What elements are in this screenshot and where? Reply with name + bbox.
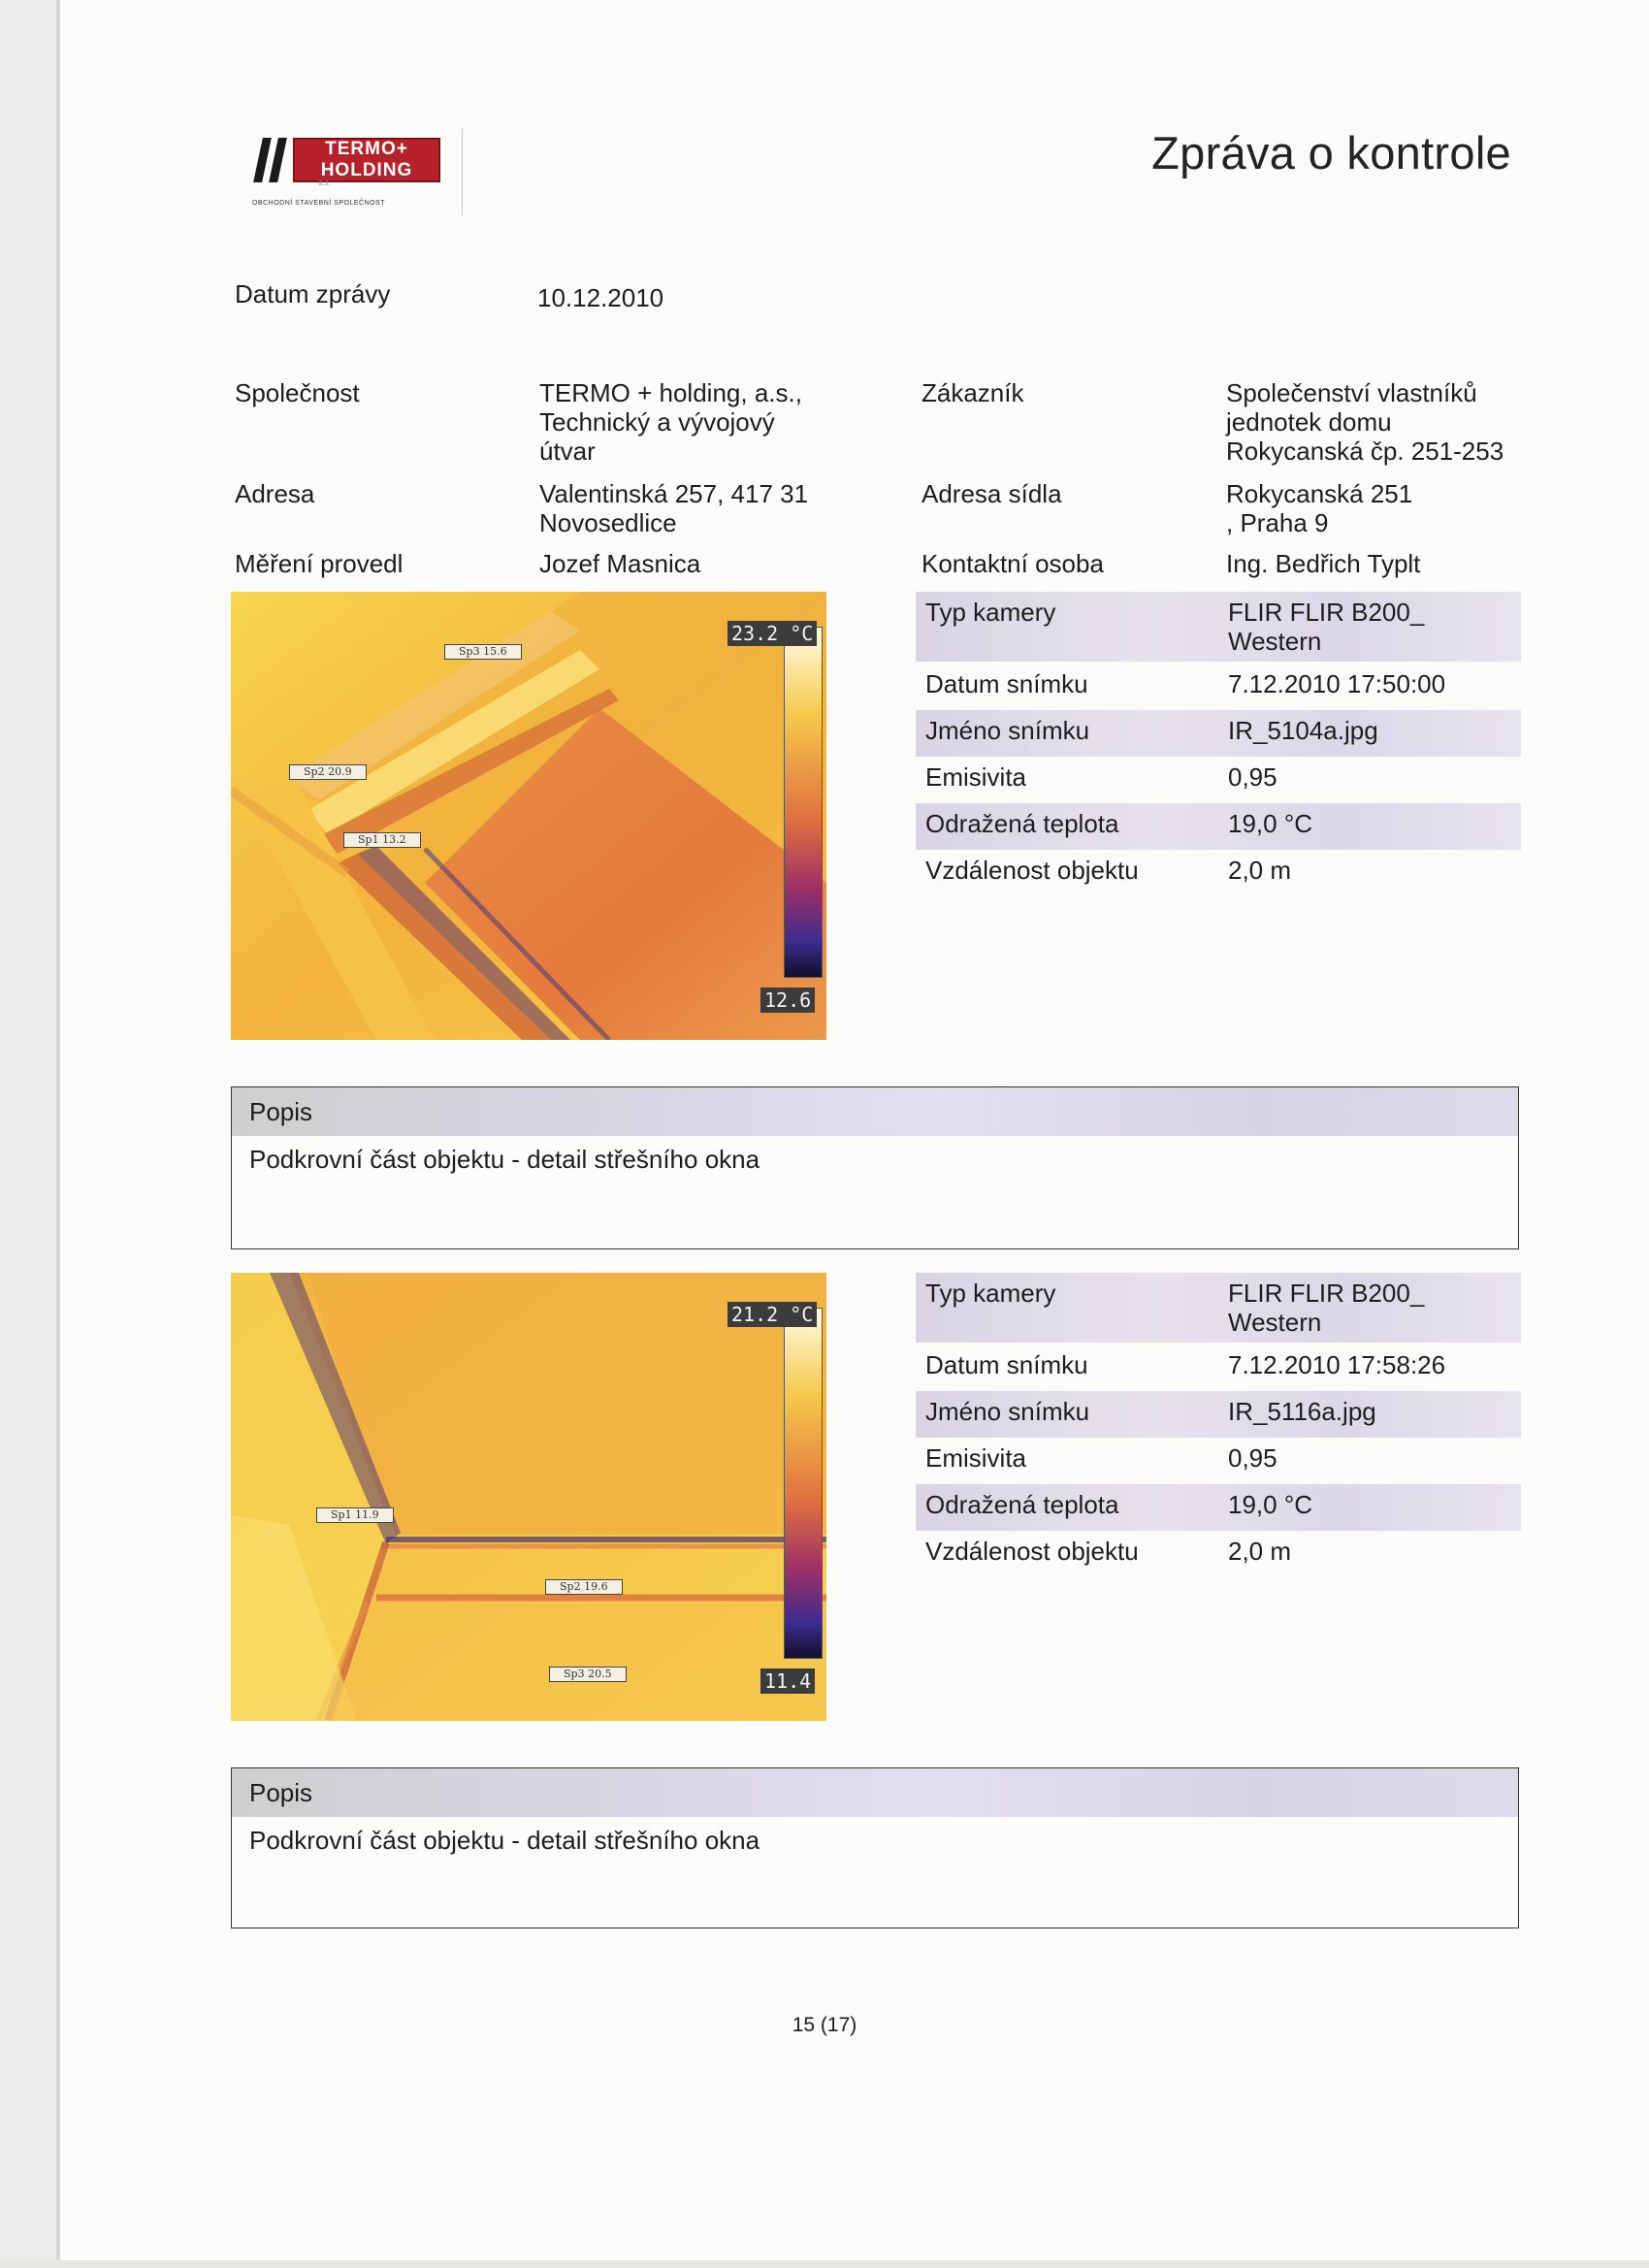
measured-by-label: Měření provedl xyxy=(235,549,404,578)
info-label: Jméno snímku xyxy=(925,716,1090,745)
info-value: 2,0 m xyxy=(1228,1537,1292,1566)
description-text: Podkrovní část objektu - detail střešního okna xyxy=(249,1826,760,1855)
info-label: Jméno snímku xyxy=(925,1397,1090,1426)
page-title: Zpráva o kontrole xyxy=(1151,127,1511,178)
spot-marker: Sp2 20.9 xyxy=(289,764,367,780)
info-label: Vzdálenost objektu xyxy=(925,1537,1139,1566)
measured-by-value: Jozef Masnica xyxy=(539,549,701,578)
color-scale-bar xyxy=(784,627,823,978)
info-value: 0,95 xyxy=(1228,1443,1277,1473)
info-row-distance xyxy=(916,850,1521,896)
color-scale-bar xyxy=(784,1308,823,1659)
logo-divider xyxy=(462,128,463,215)
info-row-reflected-temp xyxy=(916,803,1521,850)
company-logo xyxy=(233,124,466,217)
info-label: Odražená teplota xyxy=(925,1490,1119,1519)
info-value: FLIR FLIR B200_ Western xyxy=(1228,1279,1425,1337)
scale-max-label: 21.2 °C xyxy=(728,1302,817,1327)
spot-marker: Sp1 13.2 xyxy=(343,832,421,848)
info-row-camera xyxy=(916,1273,1521,1343)
company-value: TERMO + holding, a.s., Technický a vývojový útvar xyxy=(539,378,802,466)
description-text: Podkrovní část objektu - detail střešního okna xyxy=(249,1145,760,1174)
logo-tagline: OBCHODNÍ STAVEBNÍ SPOLEČNOST xyxy=(252,200,386,207)
contact-label: Kontaktní osoba xyxy=(922,549,1104,578)
scale-min-label: 11.4 xyxy=(760,1669,815,1694)
scan-edge xyxy=(0,0,60,2268)
logo-line1: TERMO+ xyxy=(325,139,408,159)
date-value: 10.12.2010 xyxy=(537,283,664,312)
info-label: Odražená teplota xyxy=(925,809,1119,838)
logo-line2: HOLDING xyxy=(320,160,413,180)
info-value: 7.12.2010 17:50:00 xyxy=(1228,669,1446,698)
info-value: IR_5116a.jpg xyxy=(1228,1397,1376,1426)
info-label: Vzdálenost objektu xyxy=(925,856,1139,885)
info-row-distance xyxy=(916,1531,1521,1577)
logo-as: a.s. xyxy=(318,178,331,187)
logo-mark xyxy=(252,134,446,188)
spot-marker: Sp3 20.5 xyxy=(549,1667,627,1682)
thermal-image-1 xyxy=(231,592,826,1040)
date-label: Datum zprávy xyxy=(235,279,391,308)
contact-value: Ing. Bedřich Typlt xyxy=(1226,549,1421,578)
info-row-reflected-temp xyxy=(916,1484,1521,1531)
thermal-picture-1 xyxy=(231,592,826,1040)
description-box-1 xyxy=(231,1086,1519,1249)
info-label: Datum snímku xyxy=(925,669,1088,698)
info-row-date xyxy=(916,1345,1521,1391)
info-value: 7.12.2010 17:58:26 xyxy=(1228,1350,1446,1379)
thermal-image-2 xyxy=(231,1273,826,1721)
company-label: Společnost xyxy=(235,378,360,407)
info-row-emissivity xyxy=(916,757,1521,803)
logo-bars-icon xyxy=(252,138,291,182)
scale-min-label: 12.6 xyxy=(760,988,815,1013)
description-label: Popis xyxy=(249,1097,313,1126)
scale-max-label: 23.2 °C xyxy=(728,621,817,646)
info-row-emissivity xyxy=(916,1438,1521,1484)
description-header xyxy=(232,1087,1518,1136)
description-header xyxy=(232,1768,1518,1817)
info-label: Emisivita xyxy=(925,1443,1027,1473)
info-row-camera xyxy=(916,592,1521,662)
info-label: Typ kamery xyxy=(925,598,1056,627)
info-row-date xyxy=(916,664,1521,710)
info-row-filename xyxy=(916,710,1521,757)
spot-marker: Sp3 15.6 xyxy=(444,644,522,660)
seat-label: Adresa sídla xyxy=(922,479,1062,508)
spot-marker: Sp1 11.9 xyxy=(316,1507,394,1523)
info-value: 19,0 °C xyxy=(1228,1490,1313,1519)
description-box-2 xyxy=(231,1767,1519,1928)
info-label: Typ kamery xyxy=(925,1279,1056,1308)
address-label: Adresa xyxy=(235,479,315,508)
scan-bottom-edge xyxy=(0,2260,1649,2268)
customer-label: Zákazník xyxy=(922,378,1024,407)
address-value: Valentinská 257, 417 31 Novosedlice xyxy=(539,479,809,537)
description-label: Popis xyxy=(249,1778,313,1807)
seat-value: Rokycanská 251 , Praha 9 xyxy=(1226,479,1413,537)
info-label: Datum snímku xyxy=(925,1350,1088,1379)
info-row-filename xyxy=(916,1391,1521,1438)
info-value: 2,0 m xyxy=(1228,856,1292,885)
thermal-picture-2 xyxy=(231,1273,826,1721)
info-value: 0,95 xyxy=(1228,762,1277,792)
info-value: 19,0 °C xyxy=(1228,809,1313,838)
customer-value: Společenství vlastníků jednotek domu Rokycanská čp. 251-253 xyxy=(1226,378,1504,466)
info-label: Emisivita xyxy=(925,762,1027,792)
spot-marker: Sp2 19.6 xyxy=(545,1579,623,1595)
info-value: FLIR FLIR B200_ Western xyxy=(1228,598,1425,656)
page-number: 15 (17) xyxy=(792,2014,857,2036)
info-value: IR_5104a.jpg xyxy=(1228,716,1378,745)
